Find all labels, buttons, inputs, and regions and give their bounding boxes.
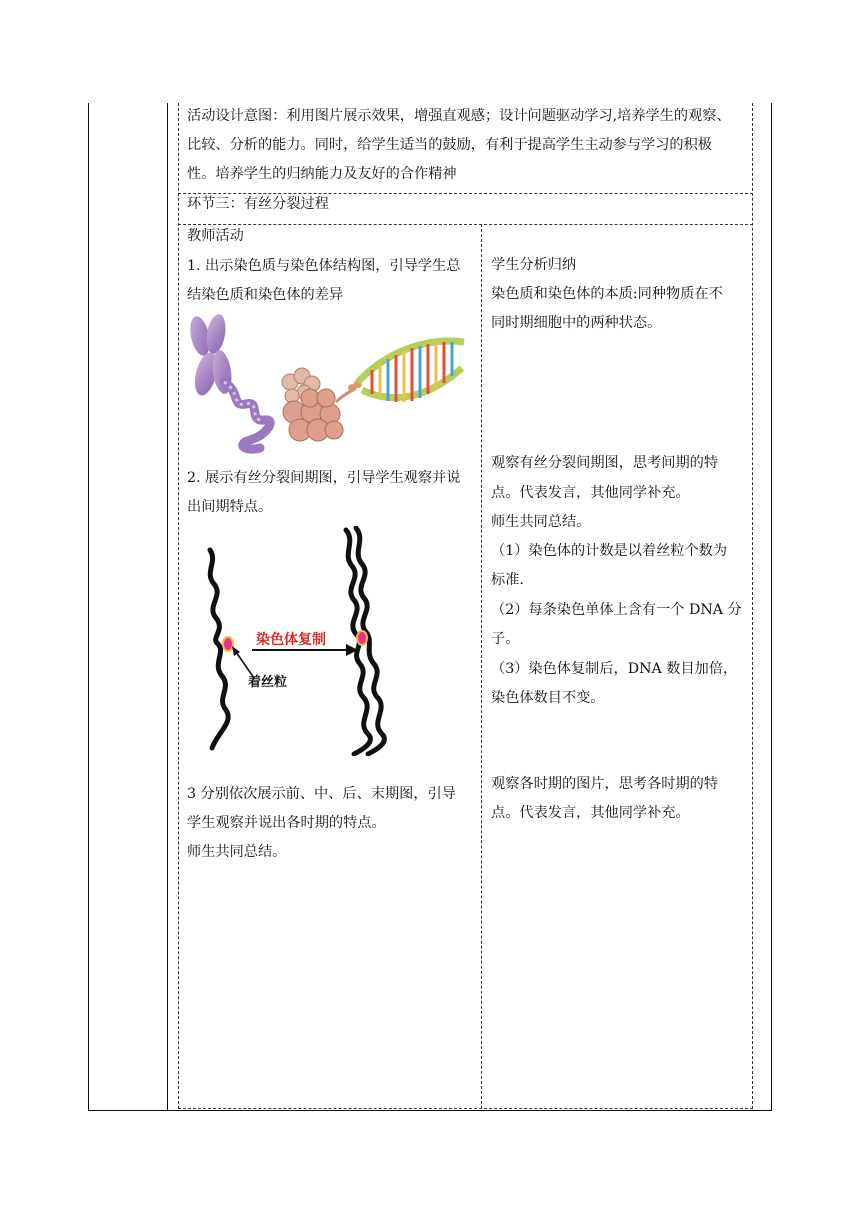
- student-block1-line2: 染色质和染色体的本质:同种物质在不: [491, 286, 723, 302]
- student-block2-line3: 师生共同总结。: [491, 514, 591, 530]
- outer-border-bottom: [88, 1110, 772, 1111]
- chromosome-replication-figure: [196, 526, 396, 756]
- student-block3-line1: 观察各时期的图片，思考各时期的特: [491, 776, 719, 792]
- activity-column-divider: [481, 224, 482, 1109]
- teacher-heading: 教师活动: [187, 228, 244, 244]
- inner-border-right: [752, 103, 753, 1109]
- purpose-line-3: 性。培养学生的归纳能力及友好的合作精神: [187, 166, 457, 182]
- teacher-item1-line2: 结染色质和染色体的差异: [187, 287, 344, 303]
- coiled-fiber: [224, 382, 270, 449]
- outer-border-left: [88, 103, 89, 1111]
- student-block2-line4: （1）染色体的计数是以着丝粒个数为: [491, 543, 728, 559]
- student-block3-line2: 点。代表发言，其他同学补充。: [491, 805, 690, 821]
- teacher-item2-line2: 出间期特点。: [187, 499, 273, 515]
- centromere-left: [223, 637, 233, 651]
- teacher-item2-line1: 2. 展示有丝分裂间期图，引导学生观察并说: [187, 470, 461, 486]
- student-block2-line5: 标准.: [491, 572, 524, 588]
- inner-border-bottom: [178, 1108, 753, 1109]
- student-heading: 学生分析归纳: [491, 257, 577, 273]
- student-block2-line7: 子。: [491, 631, 520, 647]
- section-title: 环节三：有丝分裂过程: [187, 196, 329, 212]
- replication-label: 染色体复制: [256, 632, 326, 648]
- column-divider: [167, 103, 168, 1111]
- student-block2-line1: 观察有丝分裂间期图，思考间期的特: [491, 455, 719, 471]
- centromere-label: 着丝粒: [248, 675, 288, 690]
- inner-border-left: [178, 103, 179, 1109]
- row-divider-2: [178, 224, 753, 225]
- dna-base-pairs: [372, 342, 452, 402]
- student-block2-line2: 点。代表发言，其他同学补充。: [491, 485, 690, 501]
- student-block2-line6: （2）每条染色单体上含有一个 DNA 分: [491, 602, 742, 618]
- teacher-item3-line1: 3 分别依次展示前、中、后、末期图，引导: [187, 786, 456, 802]
- purpose-line-2: 比较、分析的能力。同时，给学生适当的鼓励，有利于提高学生主动参与学习的积极: [187, 137, 712, 153]
- chromatin-structure-figure: [186, 312, 466, 454]
- outer-border-right: [771, 103, 772, 1111]
- teacher-item3-line2: 学生观察并说出各时期的特点。: [187, 815, 386, 831]
- student-block2-line9: 染色体数目不变。: [491, 690, 605, 706]
- student-block2-line8: （3）染色体复制后，DNA 数目加倍，: [491, 661, 738, 677]
- teacher-item1-line1: 1. 出示染色质与染色体结构图，引导学生总: [187, 258, 461, 274]
- centromere-right: [357, 631, 367, 645]
- teacher-item3-line3: 师生共同总结。: [187, 844, 287, 860]
- purpose-line-1: 活动设计意图：利用图片展示效果，增强直观感；设计问题驱动学习,培养学生的观察、: [187, 108, 731, 124]
- student-block1-line3: 同时期细胞中的两种状态。: [491, 315, 662, 331]
